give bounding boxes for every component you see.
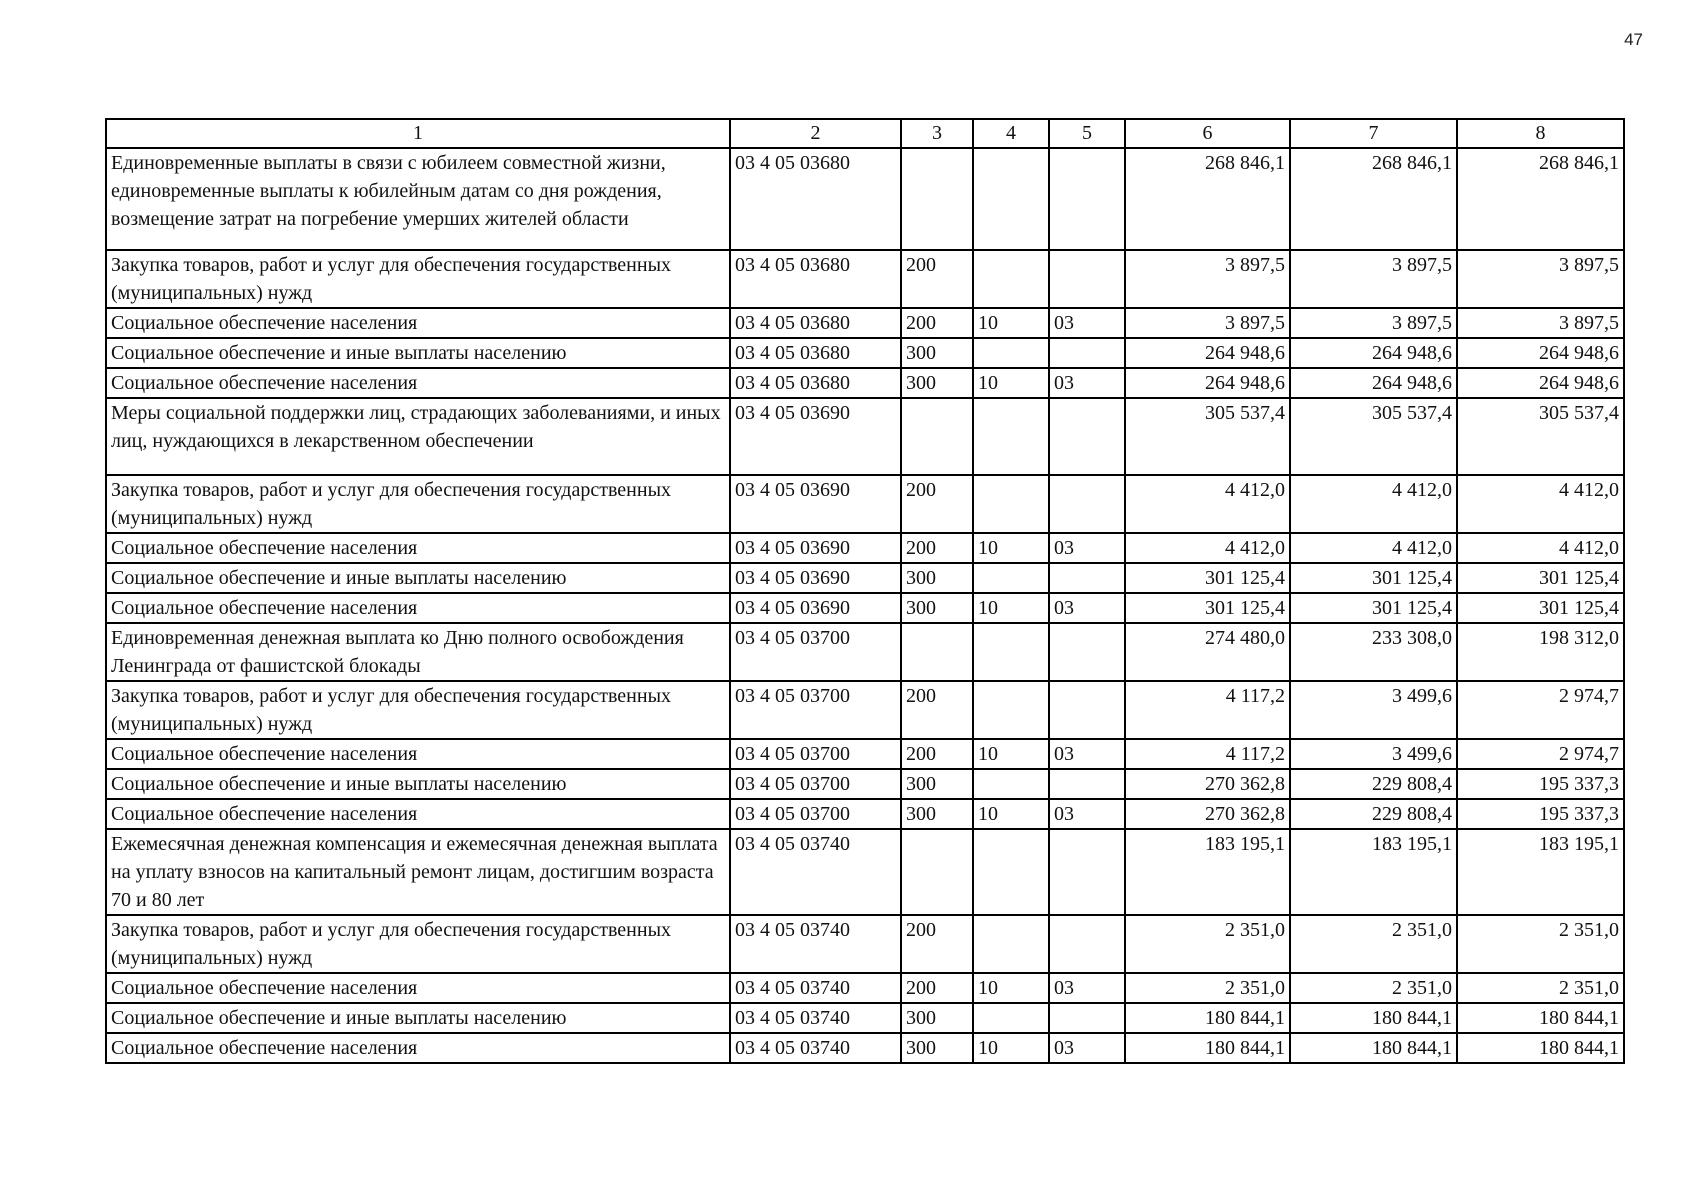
row-value6-cell: 301 125,4 bbox=[1125, 593, 1290, 623]
row-code-cell: 03 4 05 03690 bbox=[730, 475, 901, 533]
row-name-cell: Социальное обеспечение населения bbox=[106, 593, 730, 623]
row-value6-cell: 268 846,1 bbox=[1125, 148, 1290, 250]
row-col4-cell: 10 bbox=[973, 739, 1049, 769]
row-value7-cell: 301 125,4 bbox=[1290, 593, 1457, 623]
row-col5-cell: 03 bbox=[1049, 739, 1125, 769]
row-col5-cell bbox=[1049, 681, 1125, 739]
row-col5-cell bbox=[1049, 338, 1125, 368]
row-value7-cell: 3 897,5 bbox=[1290, 250, 1457, 308]
row-code-cell: 03 4 05 03740 bbox=[730, 915, 901, 973]
row-col4-cell: 10 bbox=[973, 308, 1049, 338]
row-col4-cell bbox=[973, 250, 1049, 308]
row-col3-cell: 200 bbox=[901, 915, 973, 973]
row-value8-cell: 195 337,3 bbox=[1457, 799, 1624, 829]
row-value6-cell: 183 195,1 bbox=[1125, 829, 1290, 915]
table-row bbox=[106, 681, 1624, 739]
row-col3-cell: 300 bbox=[901, 338, 973, 368]
table-row bbox=[106, 148, 1624, 250]
row-value8-cell: 305 537,4 bbox=[1457, 398, 1624, 475]
row-col5-cell bbox=[1049, 1003, 1125, 1033]
row-value6-cell: 4 117,2 bbox=[1125, 739, 1290, 769]
column-header: 8 bbox=[1457, 119, 1624, 148]
row-col5-cell: 03 bbox=[1049, 308, 1125, 338]
row-code-cell: 03 4 05 03680 bbox=[730, 338, 901, 368]
row-value8-cell: 301 125,4 bbox=[1457, 593, 1624, 623]
row-col5-cell: 03 bbox=[1049, 973, 1125, 1003]
table-row bbox=[106, 1003, 1624, 1033]
row-value8-cell: 2 974,7 bbox=[1457, 739, 1624, 769]
row-code-cell: 03 4 05 03680 bbox=[730, 148, 901, 250]
row-value8-cell: 264 948,6 bbox=[1457, 338, 1624, 368]
row-value8-cell: 198 312,0 bbox=[1457, 623, 1624, 681]
row-value7-cell: 183 195,1 bbox=[1290, 829, 1457, 915]
row-col3-cell bbox=[901, 829, 973, 915]
row-name-cell: Социальное обеспечение населения bbox=[106, 368, 730, 398]
row-code-cell: 03 4 05 03690 bbox=[730, 398, 901, 475]
row-value8-cell: 2 351,0 bbox=[1457, 973, 1624, 1003]
table-row bbox=[106, 915, 1624, 973]
row-value8-cell: 180 844,1 bbox=[1457, 1033, 1624, 1063]
row-value8-cell: 264 948,6 bbox=[1457, 368, 1624, 398]
row-col5-cell: 03 bbox=[1049, 533, 1125, 563]
row-code-cell: 03 4 05 03680 bbox=[730, 368, 901, 398]
row-value6-cell: 270 362,8 bbox=[1125, 799, 1290, 829]
row-name-cell: Социальное обеспечение и иные выплаты населению bbox=[106, 563, 730, 593]
row-code-cell: 03 4 05 03690 bbox=[730, 533, 901, 563]
row-name-cell: Социальное обеспечение населения bbox=[106, 308, 730, 338]
row-name-cell: Социальное обеспечение населения bbox=[106, 973, 730, 1003]
row-value7-cell: 229 808,4 bbox=[1290, 799, 1457, 829]
row-name-cell: Единовременные выплаты в связи с юбилеем совместной жизни, единовременные выплаты к юбилейным датам со дня рождения, возмещение затрат на погребение умерших жителей области bbox=[106, 148, 730, 250]
row-code-cell: 03 4 05 03700 bbox=[730, 681, 901, 739]
row-name-cell: Закупка товаров, работ и услуг для обеспечения государственных (муниципальных) нужд bbox=[106, 681, 730, 739]
row-value8-cell: 2 351,0 bbox=[1457, 915, 1624, 973]
row-col5-cell: 03 bbox=[1049, 1033, 1125, 1063]
row-name-cell: Социальное обеспечение и иные выплаты населению bbox=[106, 338, 730, 368]
row-col4-cell: 10 bbox=[973, 1033, 1049, 1063]
row-col5-cell bbox=[1049, 623, 1125, 681]
table-row bbox=[106, 593, 1624, 623]
row-value8-cell: 301 125,4 bbox=[1457, 563, 1624, 593]
row-col5-cell bbox=[1049, 915, 1125, 973]
column-header: 4 bbox=[973, 119, 1049, 148]
row-col4-cell bbox=[973, 915, 1049, 973]
row-value8-cell: 183 195,1 bbox=[1457, 829, 1624, 915]
row-value8-cell: 4 412,0 bbox=[1457, 533, 1624, 563]
row-value7-cell: 268 846,1 bbox=[1290, 148, 1457, 250]
row-col4-cell bbox=[973, 623, 1049, 681]
row-col3-cell: 200 bbox=[901, 533, 973, 563]
row-col4-cell: 10 bbox=[973, 368, 1049, 398]
row-col5-cell: 03 bbox=[1049, 593, 1125, 623]
row-code-cell: 03 4 05 03690 bbox=[730, 593, 901, 623]
row-value6-cell: 180 844,1 bbox=[1125, 1003, 1290, 1033]
row-col3-cell: 300 bbox=[901, 1033, 973, 1063]
row-value6-cell: 274 480,0 bbox=[1125, 623, 1290, 681]
row-code-cell: 03 4 05 03700 bbox=[730, 799, 901, 829]
row-col4-cell bbox=[973, 681, 1049, 739]
row-value6-cell: 3 897,5 bbox=[1125, 308, 1290, 338]
row-value6-cell: 4 412,0 bbox=[1125, 475, 1290, 533]
row-name-cell: Единовременная денежная выплата ко Дню полного освобождения Ленинграда от фашистской блокады bbox=[106, 623, 730, 681]
row-value7-cell: 305 537,4 bbox=[1290, 398, 1457, 475]
table-row bbox=[106, 973, 1624, 1003]
row-value8-cell: 268 846,1 bbox=[1457, 148, 1624, 250]
column-header: 5 bbox=[1049, 119, 1125, 148]
row-value7-cell: 3 499,6 bbox=[1290, 681, 1457, 739]
table-row bbox=[106, 799, 1624, 829]
table-row bbox=[106, 533, 1624, 563]
row-value8-cell: 3 897,5 bbox=[1457, 250, 1624, 308]
column-header: 2 bbox=[730, 119, 901, 148]
row-col5-cell bbox=[1049, 475, 1125, 533]
row-name-cell: Социальное обеспечение населения bbox=[106, 533, 730, 563]
row-value7-cell: 264 948,6 bbox=[1290, 368, 1457, 398]
row-name-cell: Социальное обеспечение населения bbox=[106, 739, 730, 769]
row-col4-cell bbox=[973, 148, 1049, 250]
row-col4-cell: 10 bbox=[973, 593, 1049, 623]
row-col3-cell: 300 bbox=[901, 1003, 973, 1033]
column-header: 6 bbox=[1125, 119, 1290, 148]
row-value6-cell: 4 412,0 bbox=[1125, 533, 1290, 563]
table-row bbox=[106, 623, 1624, 681]
row-col4-cell bbox=[973, 829, 1049, 915]
row-col4-cell: 10 bbox=[973, 799, 1049, 829]
row-col3-cell: 300 bbox=[901, 563, 973, 593]
row-value7-cell: 180 844,1 bbox=[1290, 1033, 1457, 1063]
table-row bbox=[106, 739, 1624, 769]
table-row bbox=[106, 368, 1624, 398]
row-name-cell: Социальное обеспечение и иные выплаты населению bbox=[106, 1003, 730, 1033]
row-col3-cell: 200 bbox=[901, 739, 973, 769]
row-col5-cell bbox=[1049, 563, 1125, 593]
row-value8-cell: 4 412,0 bbox=[1457, 475, 1624, 533]
row-value7-cell: 301 125,4 bbox=[1290, 563, 1457, 593]
row-name-cell: Закупка товаров, работ и услуг для обеспечения государственных (муниципальных) нужд bbox=[106, 475, 730, 533]
table-row bbox=[106, 308, 1624, 338]
row-value7-cell: 233 308,0 bbox=[1290, 623, 1457, 681]
row-col4-cell bbox=[973, 338, 1049, 368]
row-value7-cell: 3 897,5 bbox=[1290, 308, 1457, 338]
row-col5-cell bbox=[1049, 250, 1125, 308]
row-name-cell: Ежемесячная денежная компенсация и ежемесячная денежная выплата на уплату взносов на капитальный ремонт лицам, достигшим возраста 70 и 80 лет bbox=[106, 829, 730, 915]
row-code-cell: 03 4 05 03700 bbox=[730, 623, 901, 681]
row-code-cell: 03 4 05 03690 bbox=[730, 563, 901, 593]
row-code-cell: 03 4 05 03740 bbox=[730, 973, 901, 1003]
row-col5-cell: 03 bbox=[1049, 799, 1125, 829]
table-row bbox=[106, 475, 1624, 533]
row-value7-cell: 3 499,6 bbox=[1290, 739, 1457, 769]
table-row bbox=[106, 829, 1624, 915]
row-value6-cell: 2 351,0 bbox=[1125, 973, 1290, 1003]
row-col3-cell bbox=[901, 623, 973, 681]
row-col4-cell bbox=[973, 398, 1049, 475]
column-header: 3 bbox=[901, 119, 973, 148]
row-col4-cell bbox=[973, 475, 1049, 533]
row-value7-cell: 4 412,0 bbox=[1290, 533, 1457, 563]
row-name-cell: Закупка товаров, работ и услуг для обеспечения государственных (муниципальных) нужд bbox=[106, 250, 730, 308]
row-code-cell: 03 4 05 03680 bbox=[730, 308, 901, 338]
row-code-cell: 03 4 05 03740 bbox=[730, 1033, 901, 1063]
row-col4-cell bbox=[973, 563, 1049, 593]
row-value7-cell: 2 351,0 bbox=[1290, 973, 1457, 1003]
row-col3-cell bbox=[901, 398, 973, 475]
header-row bbox=[106, 119, 1624, 148]
row-value6-cell: 4 117,2 bbox=[1125, 681, 1290, 739]
row-col3-cell: 200 bbox=[901, 973, 973, 1003]
row-col3-cell: 300 bbox=[901, 368, 973, 398]
row-name-cell: Социальное обеспечение и иные выплаты населению bbox=[106, 769, 730, 799]
table-row bbox=[106, 563, 1624, 593]
row-name-cell: Социальное обеспечение населения bbox=[106, 1033, 730, 1063]
row-code-cell: 03 4 05 03740 bbox=[730, 1003, 901, 1033]
table-row bbox=[106, 398, 1624, 475]
row-value6-cell: 180 844,1 bbox=[1125, 1033, 1290, 1063]
row-value8-cell: 195 337,3 bbox=[1457, 769, 1624, 799]
row-col3-cell: 200 bbox=[901, 475, 973, 533]
row-name-cell: Меры социальной поддержки лиц, страдающих заболеваниями, и иных лиц, нуждающихся в лекарственном обеспечении bbox=[106, 398, 730, 475]
row-code-cell: 03 4 05 03700 bbox=[730, 769, 901, 799]
row-value8-cell: 180 844,1 bbox=[1457, 1003, 1624, 1033]
row-code-cell: 03 4 05 03740 bbox=[730, 829, 901, 915]
row-col4-cell bbox=[973, 1003, 1049, 1033]
budget-table bbox=[105, 118, 1625, 1064]
row-name-cell: Социальное обеспечение населения bbox=[106, 799, 730, 829]
row-col3-cell: 300 bbox=[901, 799, 973, 829]
row-col3-cell: 200 bbox=[901, 681, 973, 739]
page-number: 47 bbox=[1624, 30, 1643, 49]
row-code-cell: 03 4 05 03700 bbox=[730, 739, 901, 769]
row-col3-cell: 200 bbox=[901, 308, 973, 338]
row-col5-cell: 03 bbox=[1049, 368, 1125, 398]
row-code-cell: 03 4 05 03680 bbox=[730, 250, 901, 308]
row-col3-cell: 200 bbox=[901, 250, 973, 308]
row-value6-cell: 264 948,6 bbox=[1125, 368, 1290, 398]
row-name-cell: Закупка товаров, работ и услуг для обеспечения государственных (муниципальных) нужд bbox=[106, 915, 730, 973]
row-col3-cell: 300 bbox=[901, 769, 973, 799]
row-value8-cell: 3 897,5 bbox=[1457, 308, 1624, 338]
row-col5-cell bbox=[1049, 829, 1125, 915]
row-col5-cell bbox=[1049, 148, 1125, 250]
table-row bbox=[106, 250, 1624, 308]
row-col4-cell bbox=[973, 769, 1049, 799]
row-value6-cell: 264 948,6 bbox=[1125, 338, 1290, 368]
row-value6-cell: 3 897,5 bbox=[1125, 250, 1290, 308]
row-value7-cell: 2 351,0 bbox=[1290, 915, 1457, 973]
row-col3-cell: 300 bbox=[901, 593, 973, 623]
row-value7-cell: 264 948,6 bbox=[1290, 338, 1457, 368]
row-col5-cell bbox=[1049, 398, 1125, 475]
table-row bbox=[106, 769, 1624, 799]
row-col4-cell: 10 bbox=[973, 533, 1049, 563]
row-value7-cell: 4 412,0 bbox=[1290, 475, 1457, 533]
row-value6-cell: 270 362,8 bbox=[1125, 769, 1290, 799]
table-row bbox=[106, 338, 1624, 368]
row-value6-cell: 2 351,0 bbox=[1125, 915, 1290, 973]
column-header: 1 bbox=[106, 119, 730, 148]
column-header: 7 bbox=[1290, 119, 1457, 148]
table-row bbox=[106, 1033, 1624, 1063]
row-col4-cell: 10 bbox=[973, 973, 1049, 1003]
row-value6-cell: 305 537,4 bbox=[1125, 398, 1290, 475]
row-value7-cell: 180 844,1 bbox=[1290, 1003, 1457, 1033]
row-value6-cell: 301 125,4 bbox=[1125, 563, 1290, 593]
row-value8-cell: 2 974,7 bbox=[1457, 681, 1624, 739]
table-body bbox=[106, 148, 1624, 1063]
row-col3-cell bbox=[901, 148, 973, 250]
row-col5-cell bbox=[1049, 769, 1125, 799]
row-value7-cell: 229 808,4 bbox=[1290, 769, 1457, 799]
